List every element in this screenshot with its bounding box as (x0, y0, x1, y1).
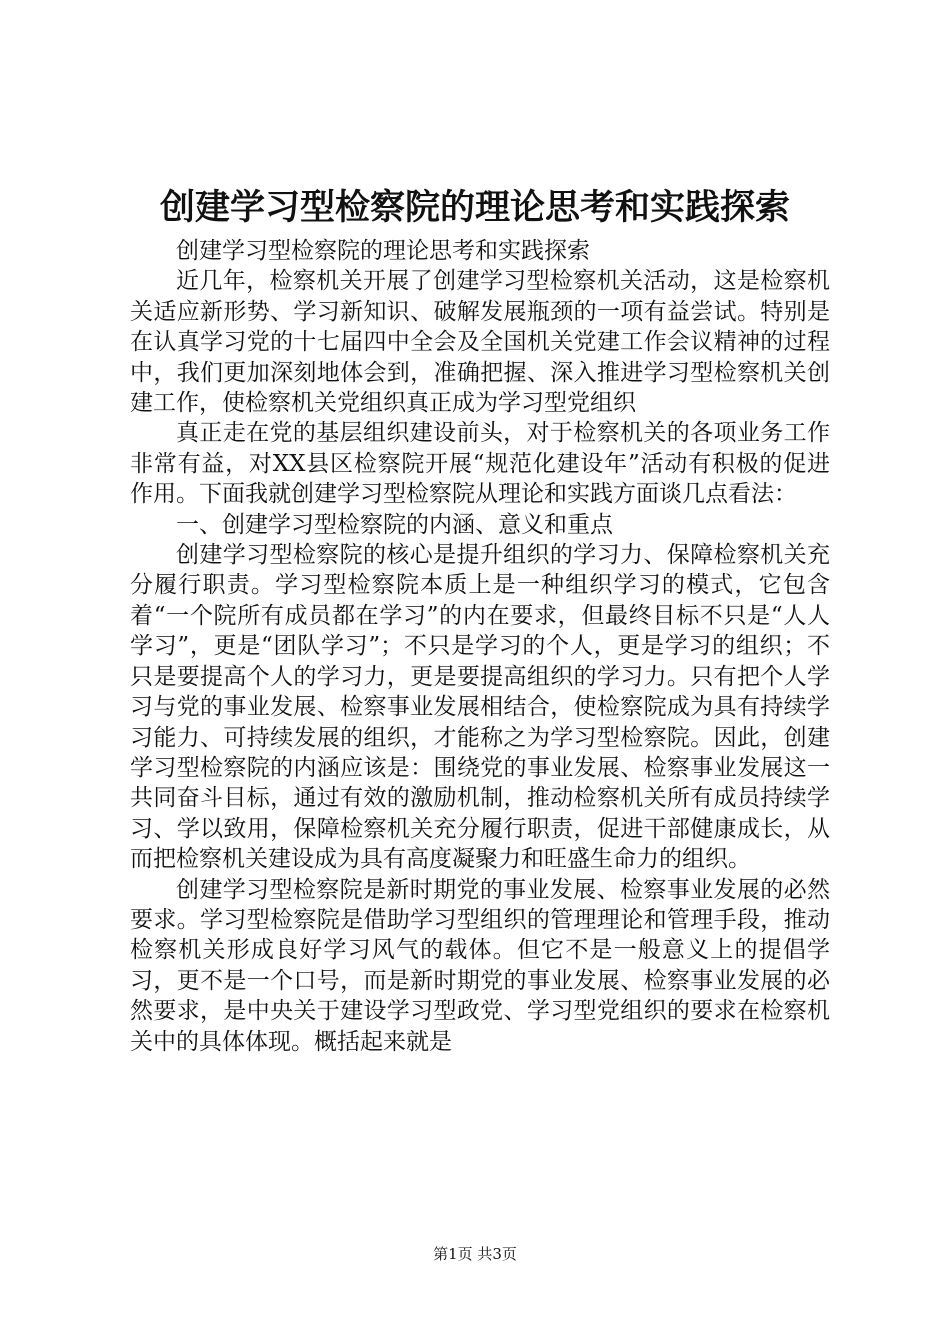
paragraph-subtitle: 创建学习型检察院的理论思考和实践探索 (176, 238, 590, 264)
paragraph: 创建学习型检察院是新时期党的事业发展、检察事业发展的必然要求。学习型检察院是借助学习型组织的管理理论和管理手段，推动检察机关形成良好学习风气的载体。但它不是一般意义上的提倡学习，更不是一个口号，而是新时期党的事业发展、检察事业发展的必然要求，是中央关于建设学习型政党、学习型党组织的要求在检察机关中的具体体现。概括起来就是 (130, 876, 830, 1055)
paragraph: 真正走在党的基层组织建设前头，对于检察机关的各项业务工作非常有益，对XX县区检察院开展“规范化建设年”活动有积极的促进作用。下面我就创建学习型检察院从理论和实践方面谈几点看法： (130, 420, 830, 508)
page-number-footer: 第1页 共3页 (433, 1245, 517, 1263)
page-title: 创建学习型检察院的理论思考和实践探索 (159, 187, 790, 228)
paragraph: 近几年，检察机关开展了创建学习型检察机关活动，这是检察机关适应新形势、学习新知识、破解发展瓶颈的一项有益尝试。特别是在认真学习党的十七届四中全会及全国机关党建工作会议精神的过程中，我们更加深刻地体会到，准确把握、深入推进学习型检察机关创建工作，使检察机关党组织真正成为学习型党组织 (130, 268, 830, 417)
section-heading: 一、创建学习型检察院的内涵、意义和重点 (176, 511, 613, 538)
document-body (130, 236, 830, 1057)
paragraph: 创建学习型检察院的核心是提升组织的学习力、保障检察机关充分履行职责。学习型检察院本质上是一种组织学习的模式，它包含着“一个院所有成员都在学习”的内在要求，但最终目标不只是“人人学习”，更是“团队学习”；不只是学习的个人，更是学习的组织；不只是要提高个人的学习力，更是要提高组织的学习力。只有把个人学习与党的事业发展、检察事业发展相结合，使检察院成为具有持续学习能力、可持续发展的组织，才能称之为学习型检察院。因此，创建学习型检察院的内涵应该是：围绕党的事业发展、检察事业发展这一共同奋斗目标，通过有效的激励机制，推动检察机关所有成员持续学习、学以致用，保障检察机关充分履行职责，促进干部健康成长，从而把检察机关建设成为具有高度凝聚力和旺盛生命力的组织。 (130, 542, 830, 873)
